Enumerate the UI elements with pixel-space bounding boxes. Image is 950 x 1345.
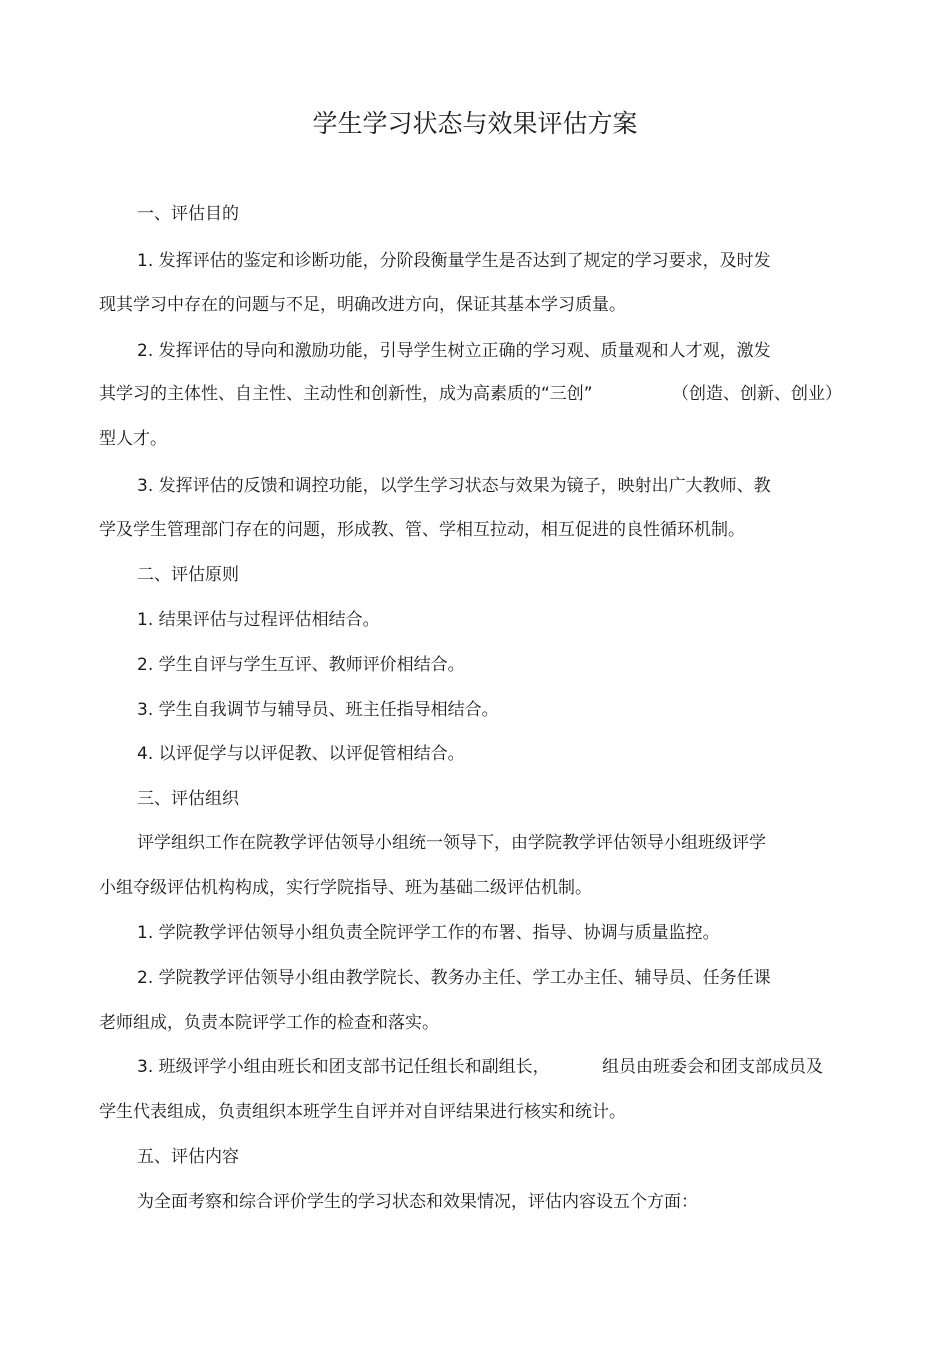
list-item: 3. 学生自我调节与辅导员、班主任指导相结合。 xyxy=(137,700,499,720)
section-heading-2: 二、评估原则 xyxy=(137,565,239,585)
paragraph-line: 2. 发挥评估的导向和激励功能，引导学生树立正确的学习观、质量观和人才观，激发 xyxy=(137,341,771,361)
section-heading-5: 五、评估内容 xyxy=(137,1147,239,1167)
paragraph-line: 小组夺级评估机构构成，实行学院指导、班为基础二级评估机制。 xyxy=(99,878,592,898)
section-heading-3: 三、评估组织 xyxy=(137,789,239,809)
paragraph-line: 学生代表组成，负责组织本班学生自评并对自评结果进行核实和统计。 xyxy=(99,1102,626,1122)
paragraph-line: 老师组成，负责本院评学工作的检查和落实。 xyxy=(99,1013,439,1033)
document-title: 学生学习状态与效果评估方案 xyxy=(312,109,638,138)
list-item: 1. 学院教学评估领导小组负责全院评学工作的布署、指导、协调与质量监控。 xyxy=(137,923,720,943)
paragraph-line-tail: 组员由班委会和团支部成员及 xyxy=(602,1057,823,1077)
paragraph-line: 3. 发挥评估的反馈和调控功能，以学生学习状态与效果为镜子，映射出广大教师、教 xyxy=(137,476,771,496)
paragraph-line: 3. 班级评学小组由班长和团支部书记任组长和副组长， xyxy=(137,1057,550,1077)
section-heading-1: 一、评估目的 xyxy=(137,204,239,224)
list-item: 4. 以评促学与以评促教、以评促管相结合。 xyxy=(137,744,465,764)
paragraph-line: 2. 学院教学评估领导小组由教学院长、教务办主任、学工办主任、辅导员、任务任课 xyxy=(137,968,771,988)
paragraph-line: 学及学生管理部门存在的问题，形成教、管、学相互拉动，相互促进的良性循环机制。 xyxy=(99,520,745,540)
paragraph-line: 为全面考察和综合评价学生的学习状态和效果情况，评估内容设五个方面： xyxy=(137,1192,698,1212)
paragraph-line: 1. 发挥评估的鉴定和诊断功能，分阶段衡量学生是否达到了规定的学习要求，及时发 xyxy=(137,251,771,271)
list-item: 2. 学生自评与学生互评、教师评价相结合。 xyxy=(137,655,465,675)
paragraph-line: 型人才。 xyxy=(99,429,167,449)
list-item: 1. 结果评估与过程评估相结合。 xyxy=(137,610,380,630)
paragraph-line: 评学组织工作在院教学评估领导小组统一领导下，由学院教学评估领导小组班级评学 xyxy=(137,833,766,853)
paragraph-line: 其学习的主体性、自主性、主动性和创新性，成为高素质的“三创” xyxy=(99,384,593,404)
paragraph-line: 现其学习中存在的问题与不足，明确改进方向，保证其基本学习质量。 xyxy=(99,295,626,315)
paragraph-line-tail: （创造、创新、创业） xyxy=(672,384,842,404)
